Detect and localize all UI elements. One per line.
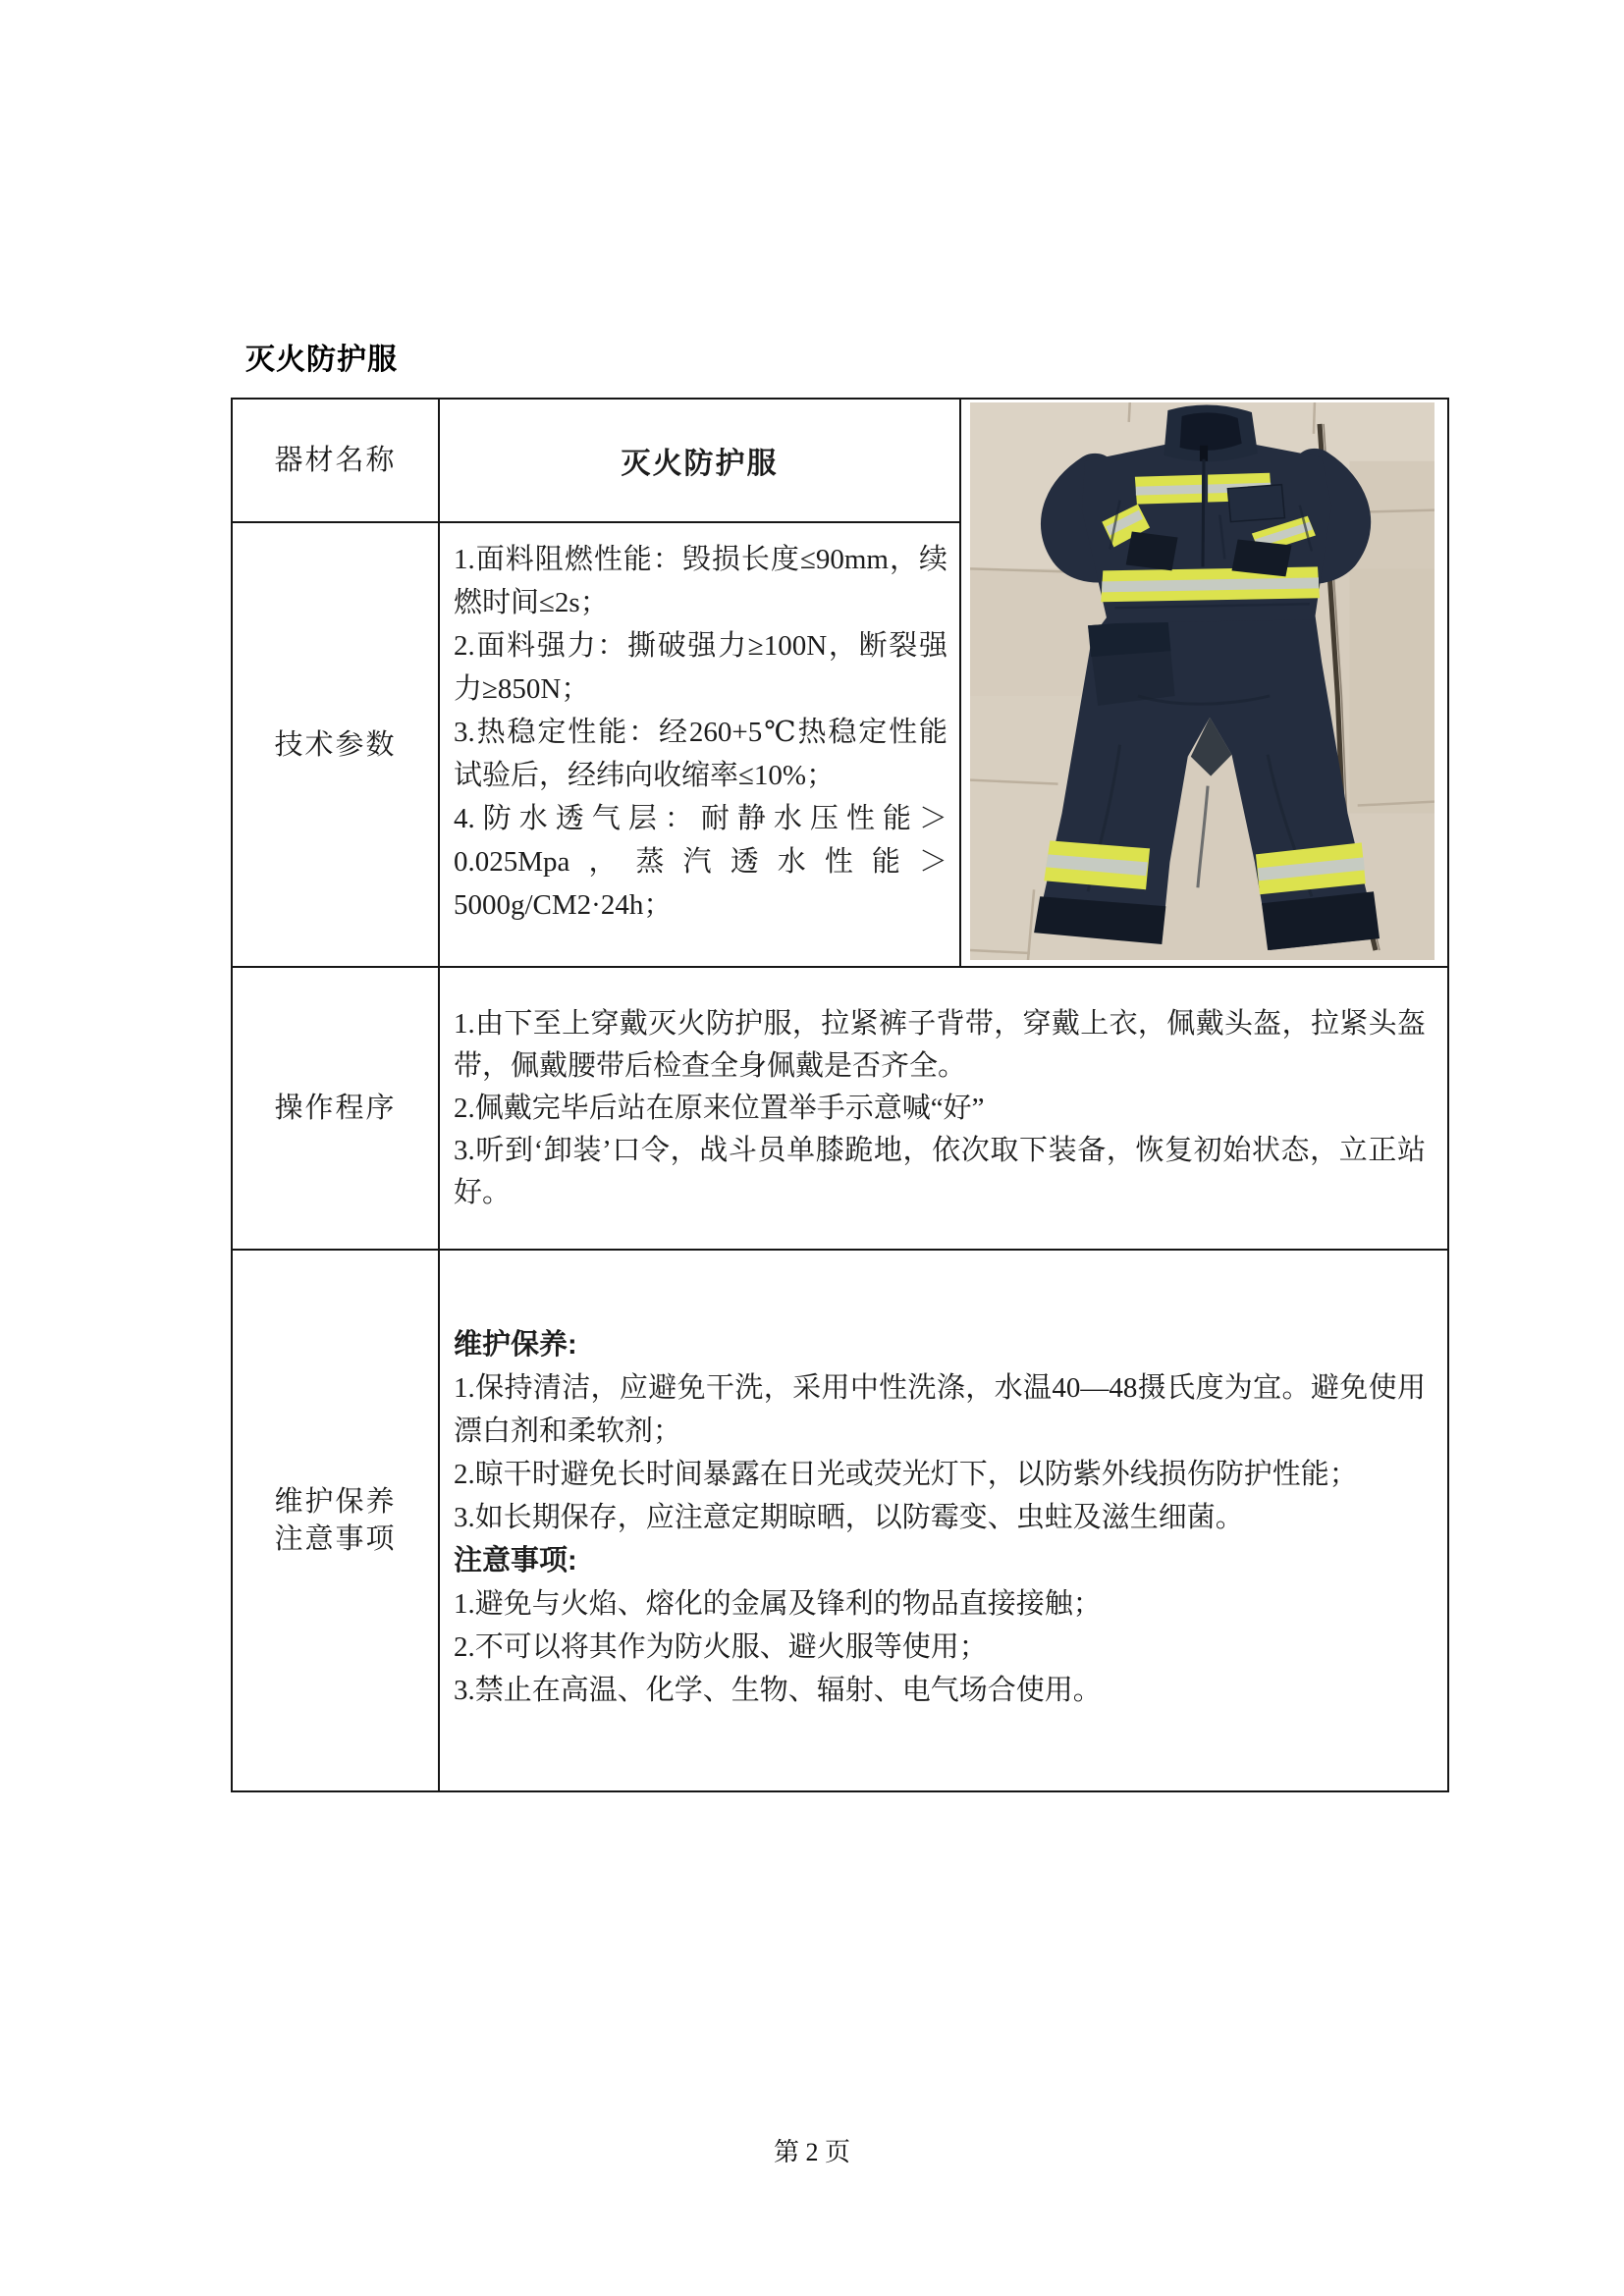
equipment-photo [970,402,1435,960]
row-label-maintenance-line2: 注意事项 [274,1523,397,1555]
maintenance-item: 2.晾干时避免长时间暴露在日光或荧光灯下，以防紫外线损伤防护性能； [454,1459,1358,1490]
operation-step: 1.由下至上穿戴灭火防护服，拉紧裤子背带，穿戴上衣，佩戴头盔，拉紧头盔带，佩戴腰带后检查全身佩戴是否齐全。 [454,1008,1426,1082]
row-label-tech-params: 技术参数 [233,523,440,968]
row-label-operation: 操作程序 [233,968,440,1251]
row-label-maintenance-line1: 维护保养 [274,1486,397,1518]
page-title: 灭火防护服 [245,344,398,376]
operation-steps-text [440,968,1447,1251]
precaution-item: 2.不可以将其作为防火服、避火服等使用； [454,1631,988,1663]
row-label-maintenance [233,1251,440,1790]
operation-step: 2.佩戴完毕后站在原来位置举手示意喊“好” [454,1093,985,1124]
row-label-equipment-name: 器材名称 [233,400,440,523]
equipment-name-value: 灭火防护服 [440,400,961,523]
maintenance-item: 1.保持清洁，应避免干洗，采用中性洗涤，水温40—48摄氏度为宜。避免使用漂白剂和柔软剂； [454,1372,1426,1447]
tech-param-item: 2.面料强力：撕破强力≥100N，断裂强力≥850N； [454,630,947,705]
tech-param-item: 1.面料阻燃性能：毁损长度≤90mm，续燃时间≤2s； [454,544,947,618]
page-number: 第 2 页 [773,2138,850,2166]
maintenance-item: 3.如长期保存，应注意定期晾晒，以防霉变、虫蛀及滋生细菌。 [454,1502,1244,1533]
tech-param-item: 4.防水透气层：耐静水压性能＞0.025Mpa，蒸汽透水性能＞5000g/CM2·24h； [454,803,947,921]
precaution-item: 1.避免与火焰、熔化的金属及锋利的物品直接接触； [454,1588,1102,1620]
operation-step: 3.听到‘卸装’口令，战斗员单膝跪地，依次取下装备，恢复初始状态，立正站好。 [454,1135,1426,1208]
tech-param-item: 3.热稳定性能：经260+5℃热稳定性能试验后，经纬向收缩率≤10%； [454,717,947,791]
precautions-heading: 注意事项: [454,1545,577,1576]
tech-params-text [440,523,961,968]
equipment-table [231,398,1449,1792]
precaution-item: 3.禁止在高温、化学、生物、辐射、电气场合使用。 [454,1675,1102,1706]
equipment-photo-cell [961,400,1447,968]
maintenance-notes-text [440,1251,1447,1790]
maintenance-heading: 维护保养: [454,1329,577,1361]
